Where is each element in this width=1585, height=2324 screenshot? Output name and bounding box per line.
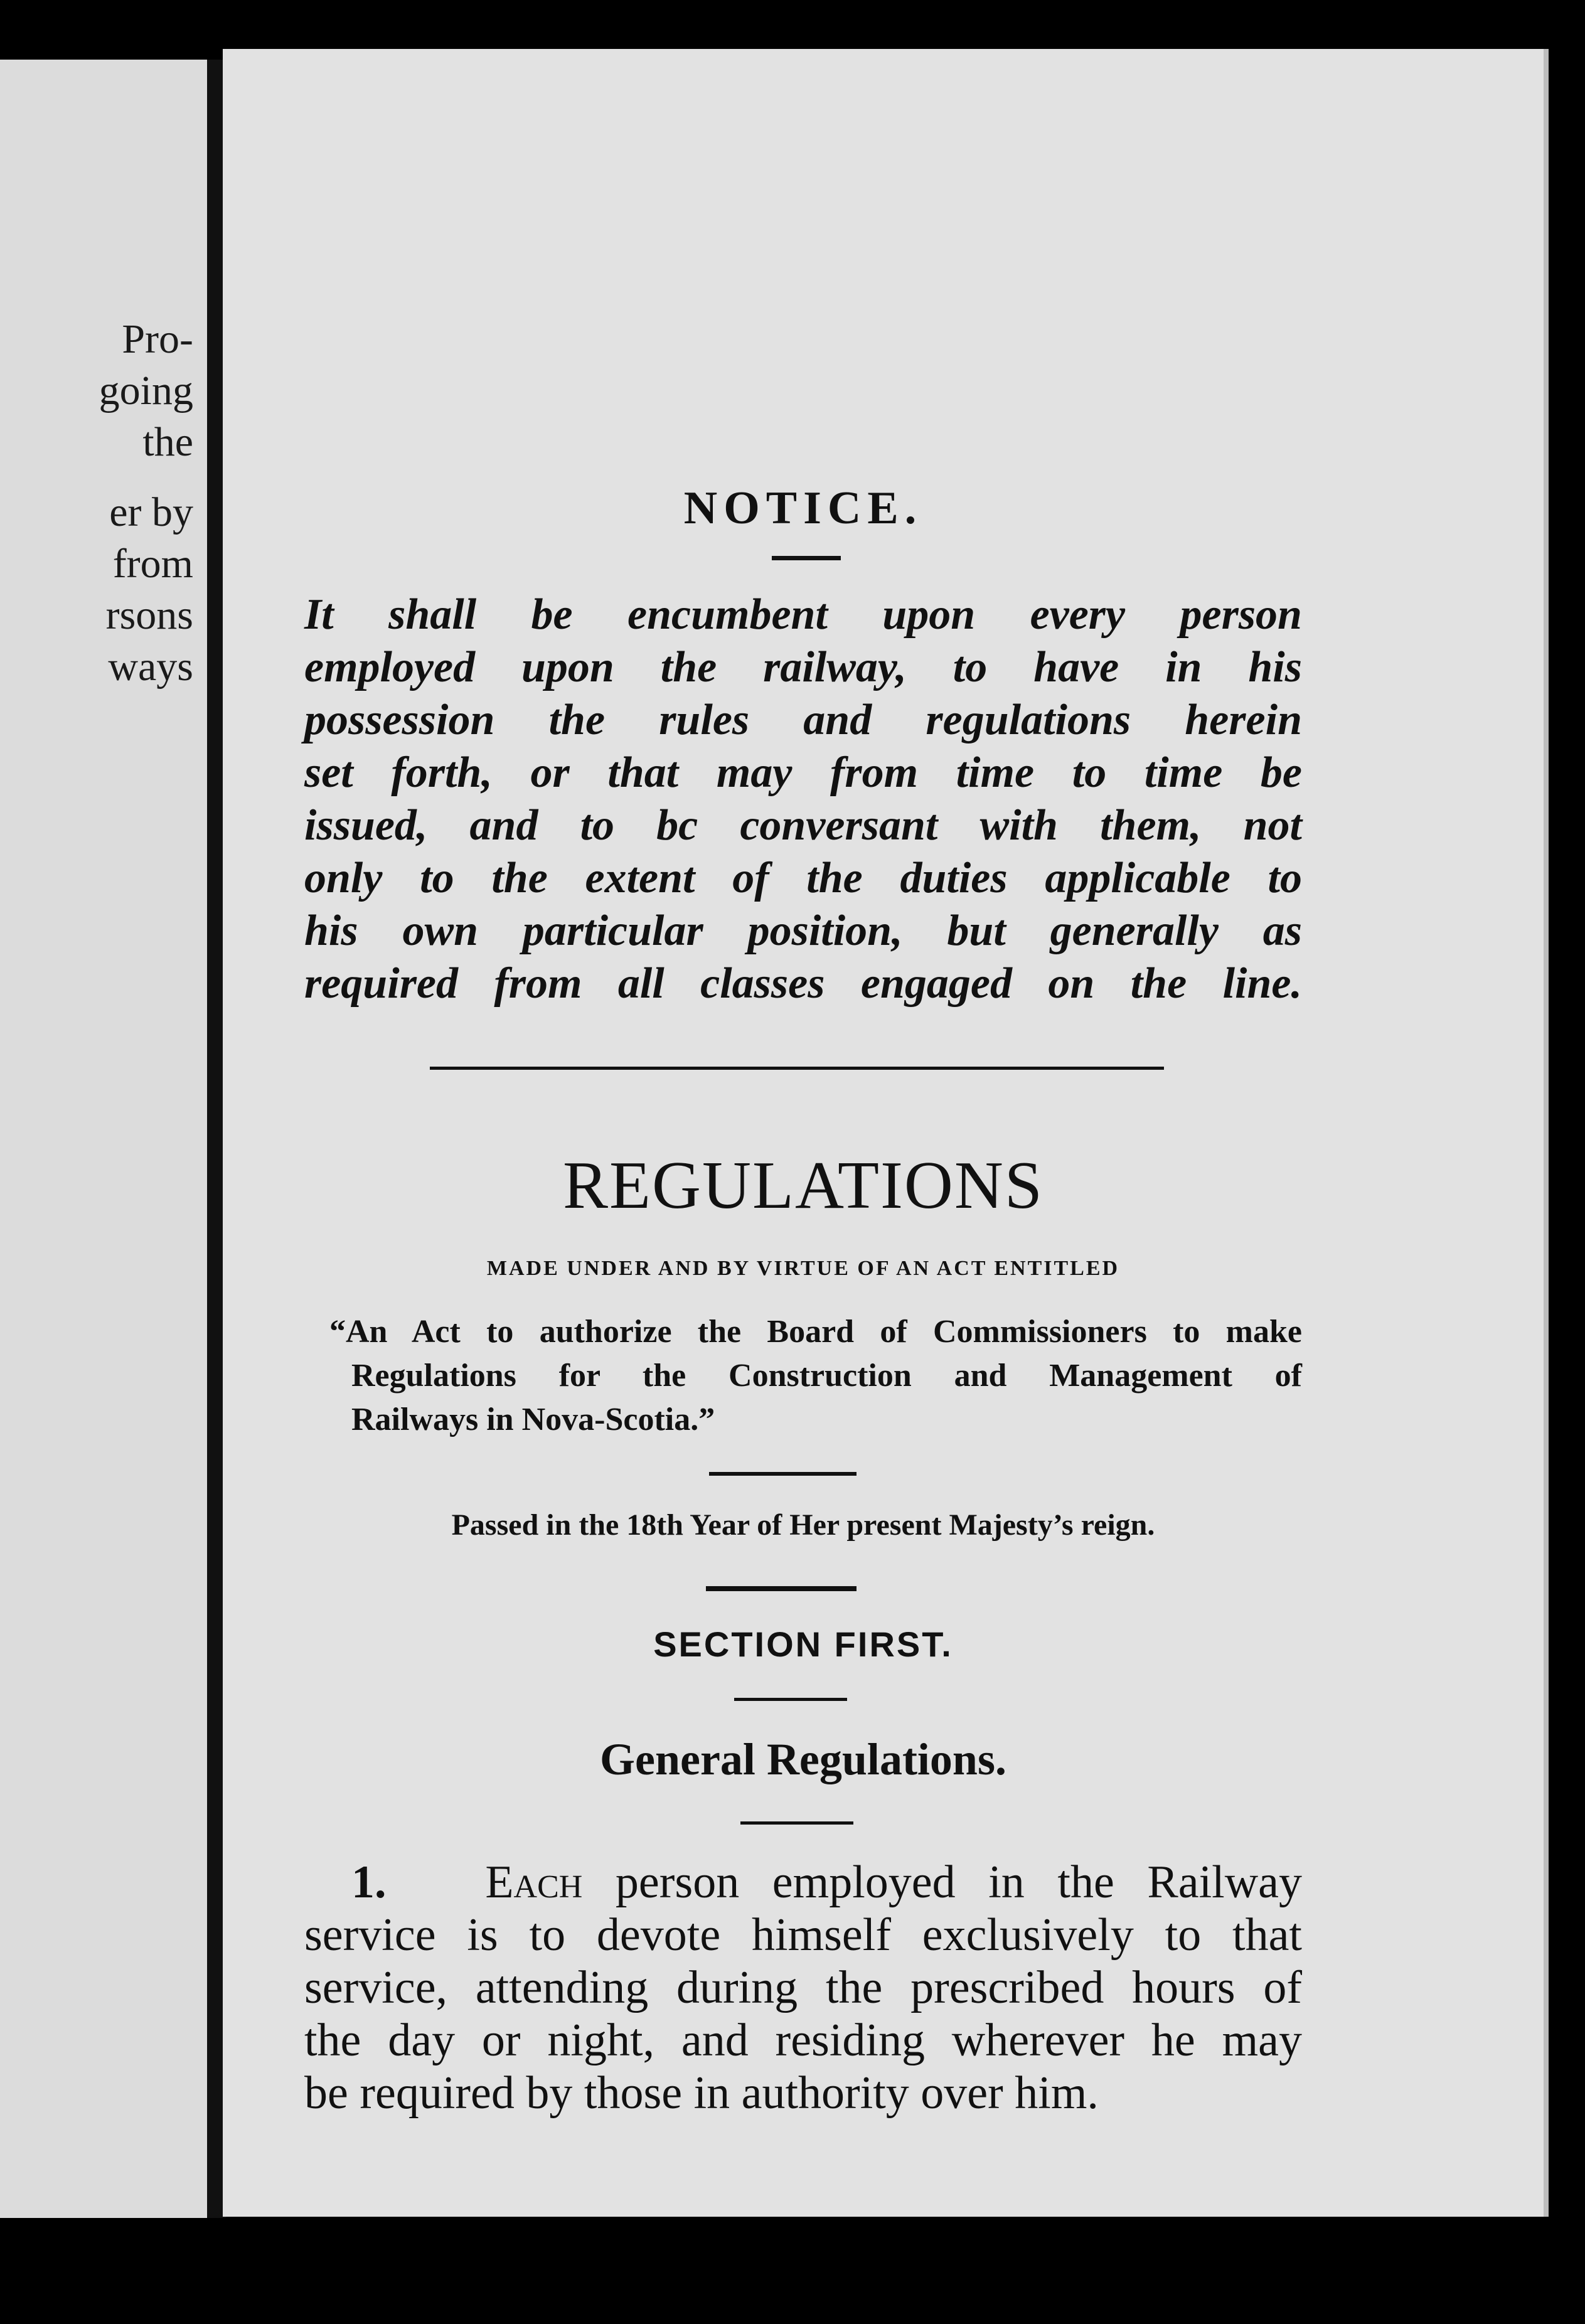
paragraph-lead: Each bbox=[485, 1857, 583, 1908]
paragraph-line bbox=[304, 1856, 1302, 1909]
divider bbox=[706, 1586, 857, 1591]
divider bbox=[709, 1472, 857, 1476]
document-page bbox=[223, 49, 1549, 2217]
fragment-line bbox=[99, 468, 193, 487]
notice-body bbox=[304, 589, 1302, 1010]
previous-page bbox=[0, 60, 207, 2218]
passed-note: Passed in the 18th Year of Her present Majesty’s reign. bbox=[451, 1508, 1155, 1542]
previous-page-text bbox=[99, 314, 193, 693]
regulation-paragraph-1 bbox=[304, 1856, 1302, 2119]
fragment-line: going bbox=[99, 368, 193, 413]
notice-line: issued, and to bc conversant with them, not bbox=[304, 801, 1302, 850]
paragraph-line: service is to devote himself exclusively to that bbox=[304, 1909, 1302, 1961]
notice-line: employed upon the railway, to have in his bbox=[304, 643, 1302, 691]
fragment-line: rsons bbox=[105, 592, 193, 638]
act-line: Regulations for the Construction and Management of bbox=[351, 1358, 1302, 1394]
notice-line: required from all classes engaged on the line. bbox=[304, 959, 1302, 1008]
act-line: Railways in Nova-Scotia.” bbox=[351, 1402, 715, 1437]
regulations-subtitle: MADE UNDER AND BY VIRTUE OF AN ACT ENTITLED bbox=[486, 1257, 1120, 1280]
fragment-line: the bbox=[142, 419, 193, 465]
fragment-line: ways bbox=[108, 644, 193, 690]
fragment-line: from bbox=[112, 541, 193, 587]
notice-line: only to the extent of the duties applicable to bbox=[304, 854, 1302, 902]
notice-line: possession the rules and regulations herein bbox=[304, 696, 1302, 744]
paragraph-number: 1. bbox=[351, 1857, 387, 1908]
fragment-line: Pro- bbox=[122, 316, 193, 362]
act-title bbox=[329, 1310, 1302, 1442]
divider bbox=[430, 1067, 1164, 1070]
notice-line: set forth, or that may from time to time be bbox=[304, 749, 1302, 797]
notice-line: his own particular position, but generally as bbox=[304, 907, 1302, 955]
notice-line: It shall be encumbent upon every person bbox=[304, 590, 1302, 639]
paragraph-line: the day or night, and residing wherever he may bbox=[304, 2015, 1302, 2066]
regulations-title: REGULATIONS bbox=[563, 1148, 1043, 1223]
paragraph-line: service, attending during the prescribed hours of bbox=[304, 1962, 1302, 2013]
fragment-line: er by bbox=[109, 489, 193, 535]
paragraph-line: be required by those in authority over him. bbox=[304, 2067, 1099, 2119]
divider bbox=[772, 556, 841, 560]
divider bbox=[740, 1821, 853, 1825]
section-subheading: General Regulations. bbox=[600, 1734, 1006, 1784]
act-line: “An Act to authorize the Board of Commissioners to make bbox=[329, 1314, 1302, 1350]
notice-heading: NOTICE. bbox=[683, 482, 923, 534]
paragraph-text: person employed in the Railway bbox=[615, 1857, 1302, 1908]
section-heading: SECTION FIRST. bbox=[653, 1624, 953, 1664]
divider bbox=[734, 1698, 847, 1701]
